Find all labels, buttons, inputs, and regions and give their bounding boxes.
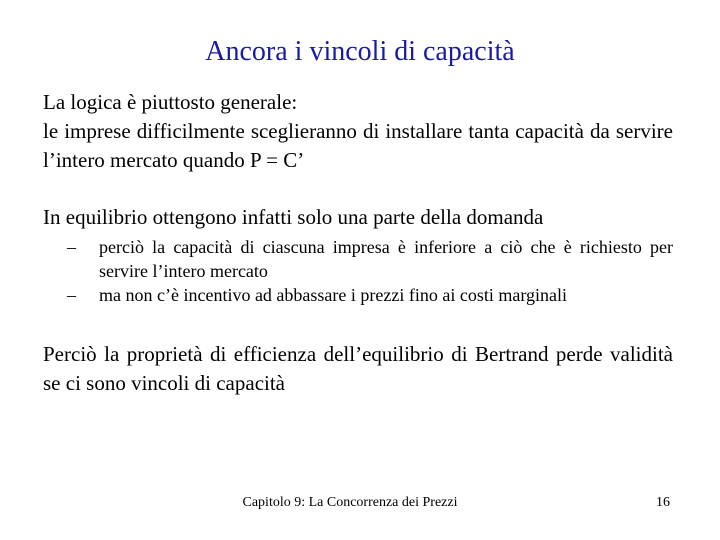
slide-title: Ancora i vincoli di capacità <box>205 36 515 67</box>
paragraph-conclusion <box>43 340 673 398</box>
paragraph-logic-line1: La logica è piuttosto generale: <box>43 90 298 114</box>
paragraph-equilibrium <box>43 203 673 232</box>
page-number: 16 <box>656 495 670 510</box>
bullet-list <box>43 235 673 307</box>
paragraph-logic <box>43 88 673 175</box>
paragraph-logic-line2: le imprese difficilmente sceglieranno di installare tanta capacità da servire l’intero mercato quando P = C’ <box>43 119 673 172</box>
bullet-item <box>43 283 673 307</box>
bullet-text: perciò la capacità di ciascuna impresa è inferiore a ciò che è richiesto per servire l’intero mercato <box>99 237 673 281</box>
bullet-item <box>43 235 673 283</box>
bullet-text: ma non c’è incentivo ad abbassare i prezzi fino ai costi marginali <box>99 285 567 305</box>
dash-marker: – <box>67 237 76 257</box>
paragraph-conclusion-text: Perciò la proprietà di efficienza dell’equilibrio di Bertrand perde validità se ci sono vincoli di capacità <box>43 342 673 395</box>
footer-chapter: Capitolo 9: La Concorrenza dei Prezzi <box>242 495 458 510</box>
paragraph-equilibrium-text: In equilibrio ottengono infatti solo una parte della domanda <box>43 205 544 229</box>
dash-marker: – <box>67 285 76 305</box>
